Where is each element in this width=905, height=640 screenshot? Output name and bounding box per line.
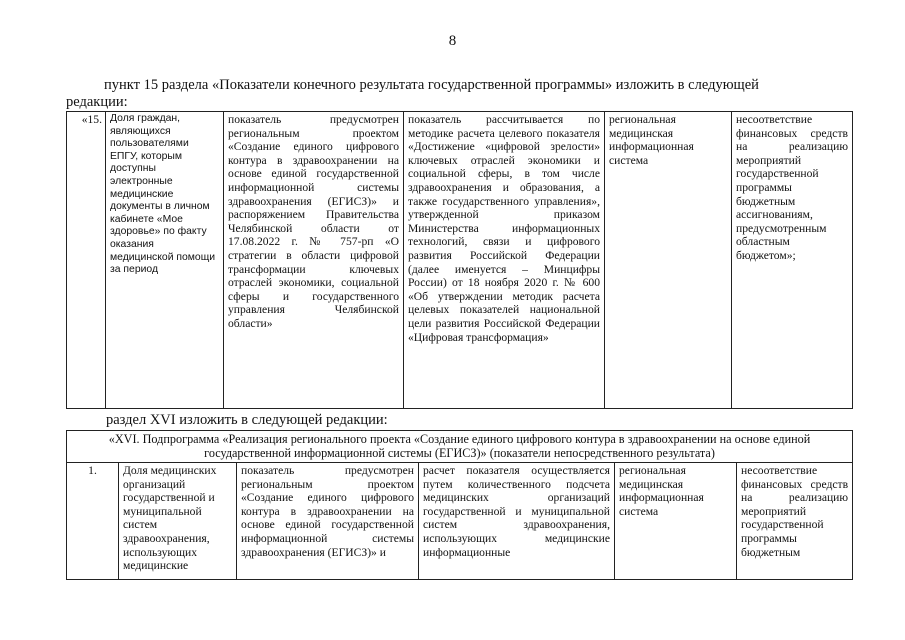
row-number: «15. xyxy=(67,112,106,409)
calculation-method: показатель рассчитывается по методике расчета целевого показателя «Достижение «цифровой зрелости» ключевых отраслей экономики и социальной сферы, в том числе здравоохранения и образования, а также государственного управления», утвержденной приказом Министерства информационных технологий, связи и цифрового развития Российской Федерации (далее именуется – Минцифры России) от 18 ноября 2020 г. № 600 «Об утверждении методик расчета целевых показателей национальной цели развития Российской Федерации «Цифровая трансформация» xyxy=(404,112,605,409)
subprogram-title: «XVI. Подпрограмма «Реализация регионального проекта «Создание единого цифрового контура в здравоохранении на основе единой государственной информационной системы (ЕГИСЗ)» (показатели непосредственного результата) xyxy=(67,431,853,463)
data-source: региональная медицинская информационная система xyxy=(615,463,737,580)
section-header-row xyxy=(67,431,853,463)
table-row xyxy=(67,112,853,409)
indicator-table-1 xyxy=(66,111,853,409)
table-row xyxy=(67,463,853,580)
deviation-reason: несоответствие финансовых средств на реализацию мероприятий государственной программы бюджетным ассигнованиям, предусмотренным областным бюджетом»; xyxy=(732,112,853,409)
row-number: 1. xyxy=(67,463,119,580)
indicator-basis: показатель предусмотрен региональным проектом «Создание единого цифрового контура в здравоохранении на основе единой государственной информационной системы здравоохранения (ЕГИСЗ)» и xyxy=(237,463,419,580)
section-instruction: раздел XVI изложить в следующей редакции: xyxy=(106,412,388,428)
deviation-reason: несоответствие финансовых средств на реализацию мероприятий государственной программы бюджетным xyxy=(737,463,853,580)
calculation-method: расчет показателя осуществляется путем количественного подсчета медицинских организаций государственной и муниципальной систем здравоохранения, использующих медицинские информационные xyxy=(419,463,615,580)
data-source: региональная медицинская информационная система xyxy=(605,112,732,409)
page-number: 8 xyxy=(448,33,457,49)
indicator-name: Доля медицинских организаций государственной и муниципальной систем здравоохранения, использующих медицинские xyxy=(119,463,237,580)
indicator-basis: показатель предусмотрен региональным проектом «Создание единого цифрового контура в здравоохранении на основе единой государственной информационной системы здравоохранения (ЕГИСЗ)» и распоряжением Правительства Челябинской области от 17.08.2022 г. № 757-рп «О стратегии в области цифровой трансформации ключевых отраслей экономики, социальной сферы и государственного управления Челябинской области» xyxy=(224,112,404,409)
indicator-table-2 xyxy=(66,430,853,580)
intro-paragraph-end: редакции: xyxy=(66,94,128,110)
indicator-name: Доля граждан, являющихся пользователями ЕПГУ, которым доступны электронные медицинские документы в личном кабинете «Мое здоровье» по факту оказания медицинской помощи за период xyxy=(106,112,224,409)
intro-paragraph: пункт 15 раздела «Показатели конечного результата государственной программы» изложить в следующей xyxy=(104,77,759,93)
